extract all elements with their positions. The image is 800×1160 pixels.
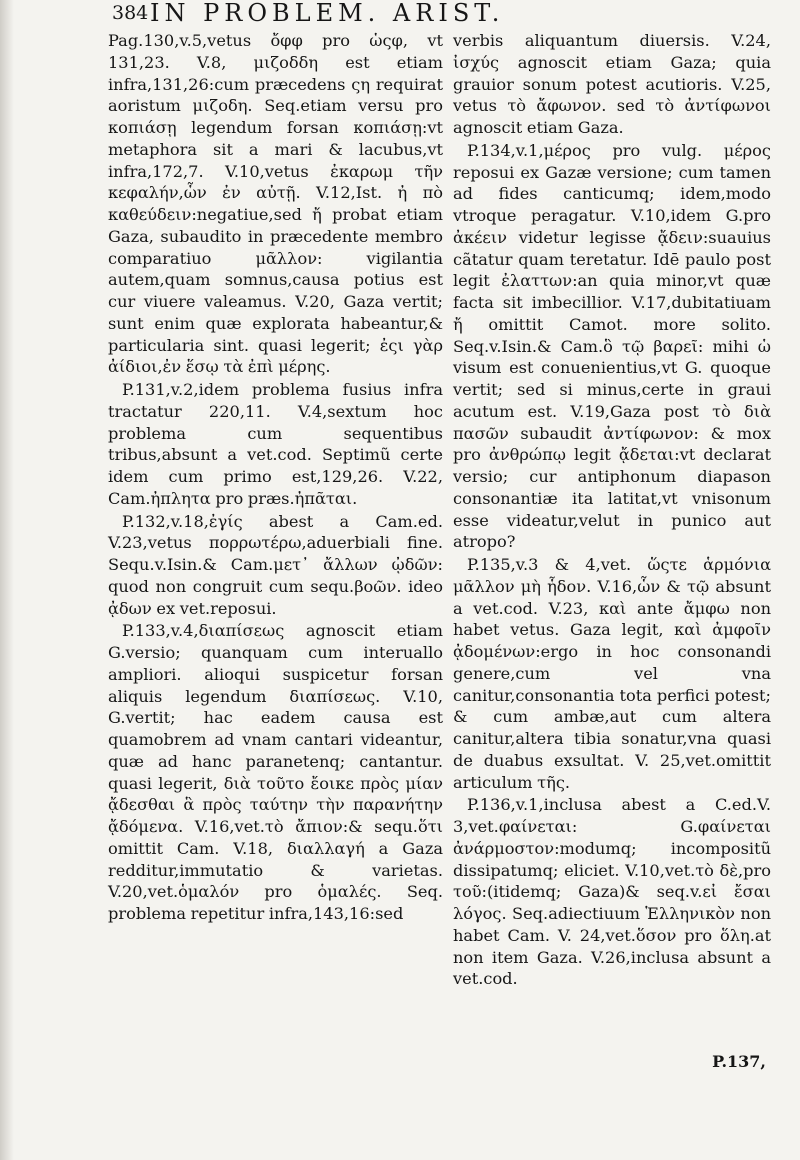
catchword: P.137, <box>712 1052 766 1071</box>
note-paragraph: P.131,v.2,idem problema fusius infra tractatur 220,11. V.4,sextum hoc problema cum sequentibus tribus,absunt a vet.cod. Septimũ certe idem cum primo est,129,26. V.22, Cam.ἠπλητα pro præs.ἠπᾶται. <box>108 380 443 508</box>
note-paragraph: P.133,v.4,διαπίσεως agnoscit etiam G.versio; quanquam cum interuallo ampliori. alioqui suspicetur forsan aliquis legendum διαπίσεως. V.10, G.vertit; hac eadem causa est quamobrem ad vnam cantari videantur, quæ ad hanc paranetenq; cantantur. quasi legerit, διὰ τοῦτο ἔοικε πρὸς μίαν ᾄδεσθαι ἃ πρὸς ταύτην τὴν παρανήτην ᾄδόμενα. V.16,vet.τὸ ἄπιον:& sequ.ὅτι omittit Cam. V.18, διαλλαγή a Gaza redditur,immutatio & varietas. V.20,vet.ὁμαλόν pro ὁμαλές. Seq. problema repetitur infra,143,16:sed <box>108 621 443 923</box>
left-column <box>108 30 443 926</box>
note-paragraph: verbis aliquantum diuersis. V.24, ἰσχύς agnoscit etiam Gaza; quia grauior sonum potest acutioris. V.25, vetus τὸ ἄφωνον. sed τὸ ἀντίφωνοι agnoscit etiam Gaza. <box>453 31 771 137</box>
right-column <box>453 30 771 991</box>
scan-shadow <box>0 0 14 1160</box>
page-number: 384 <box>112 2 149 24</box>
note-paragraph: P.135,v.3 & 4,vet. ὥςτε ἁρμόνια μᾶλλον μὴ ἧδον. V.16,ὧν & τῷ absunt a vet.cod. V.23, καὶ ante ἄμφω non habet vetus. Gaza legit, καὶ ἀμφοῖν ᾀδομένων:ergo in hoc consonandi genere,cum vel vna canitur,consonantia tota perfici potest; & cum ambæ,aut cum altera canitur,altera tibia sonatur,vna quasi de duabus exsultat. V. 25,vet.omittit articulum τῆς. <box>453 555 771 792</box>
note-paragraph: P.134,v.1,μέρος pro vulg. μέρος reposui ex Gazæ versione; cum tamen ad fides canticumq; idem,modo vtroque peragatur. V.10,idem G.pro ἀκέειν videtur legisse ᾄδειν:suauius cãtatur quam teretatur. Idē paulo post legit ἐλαττων:an quia minor,vt quæ facta sit imbecillior. V.17,dubitatiuam ἤ omittit Camot. more solito. Seq.v.Isin.& Cam.ὃ τῷ βαρεῖ: mihi ὡ visum est conuenientius,vt G. quoque vertit; sed si minus,certe in graui acutum est. V.19,Gaza post τὸ διὰ πασῶν subaudit ἀντίφωνον: & mox pro ἀνθρώπῳ legit ᾄδεται:vt declarat versio; cur antiphonum diapason consonantiæ ita latitat,vt vnisonum esse videatur,velut in punico aut atropo? <box>453 140 771 552</box>
note-paragraph: P.136,v.1,inclusa abest a C.ed.V. 3,vet.φαίνεται: G.φαίνεται ἀνάρμοστον:modumq; incompositũ dissipatumq; eliciet. V.10,vet.τὸ δὲ,pro τοῦ:(itidemq; Gaza)& seq.v.εἰ ἔσαι λόγος. Seq.adiectiuum Ἑλληνικὸν non habet Cam. V. 24,vet.ὅσον pro ὅλη.at non item Gaza. V.26,inclusa absunt a vet.cod. <box>453 795 771 989</box>
note-paragraph: P.132,v.18,ἐγίς abest a Cam.ed. V.23,vetus πορρωτέρω,aduerbiali fine. Sequ.v.Isin.& Cam.μετ᾽ ἄλλων ᾠδῶν: quod non congruit cum sequ.βοῶν. ideo ᾀδων ex vet.reposui. <box>108 511 443 618</box>
running-head-title: IN PROBLEM. ARIST. <box>150 0 505 27</box>
note-paragraph: Pag.130,v.5,vetus ὄφφ pro ὡςφ, vt 131,23. V.8, μιζοδδη est etiam infra,131,26:cum præcedens ςη requirat aoristum μιζοδη. Seq.etiam versu pro κοπιάσῃ legendum forsan κοπιάσῃ:vt metaphora sit a mari & lacubus,vt infra,172,7. V.10,vetus ἐκαρωμ τῆν κεφαλήν,ὧν ἐν αὐτῇ. V.12,Ist. ἠ πὸ καθεύδειν:negatiue,sed ἤ probat etiam Gaza, subaudito in præcedente membro comparatiuo μᾶλλον: vigilantia autem,quam somnus,causa potius est cur viuere valeamus. V.20, Gaza vertit; sunt enim quæ explorata habeantur,& particularia sint. quasi legerit; ἐςι γὰρ ἀίδιοι,ἐν ἕσῳ τὰ ἐπὶ μέρης. <box>108 31 443 377</box>
